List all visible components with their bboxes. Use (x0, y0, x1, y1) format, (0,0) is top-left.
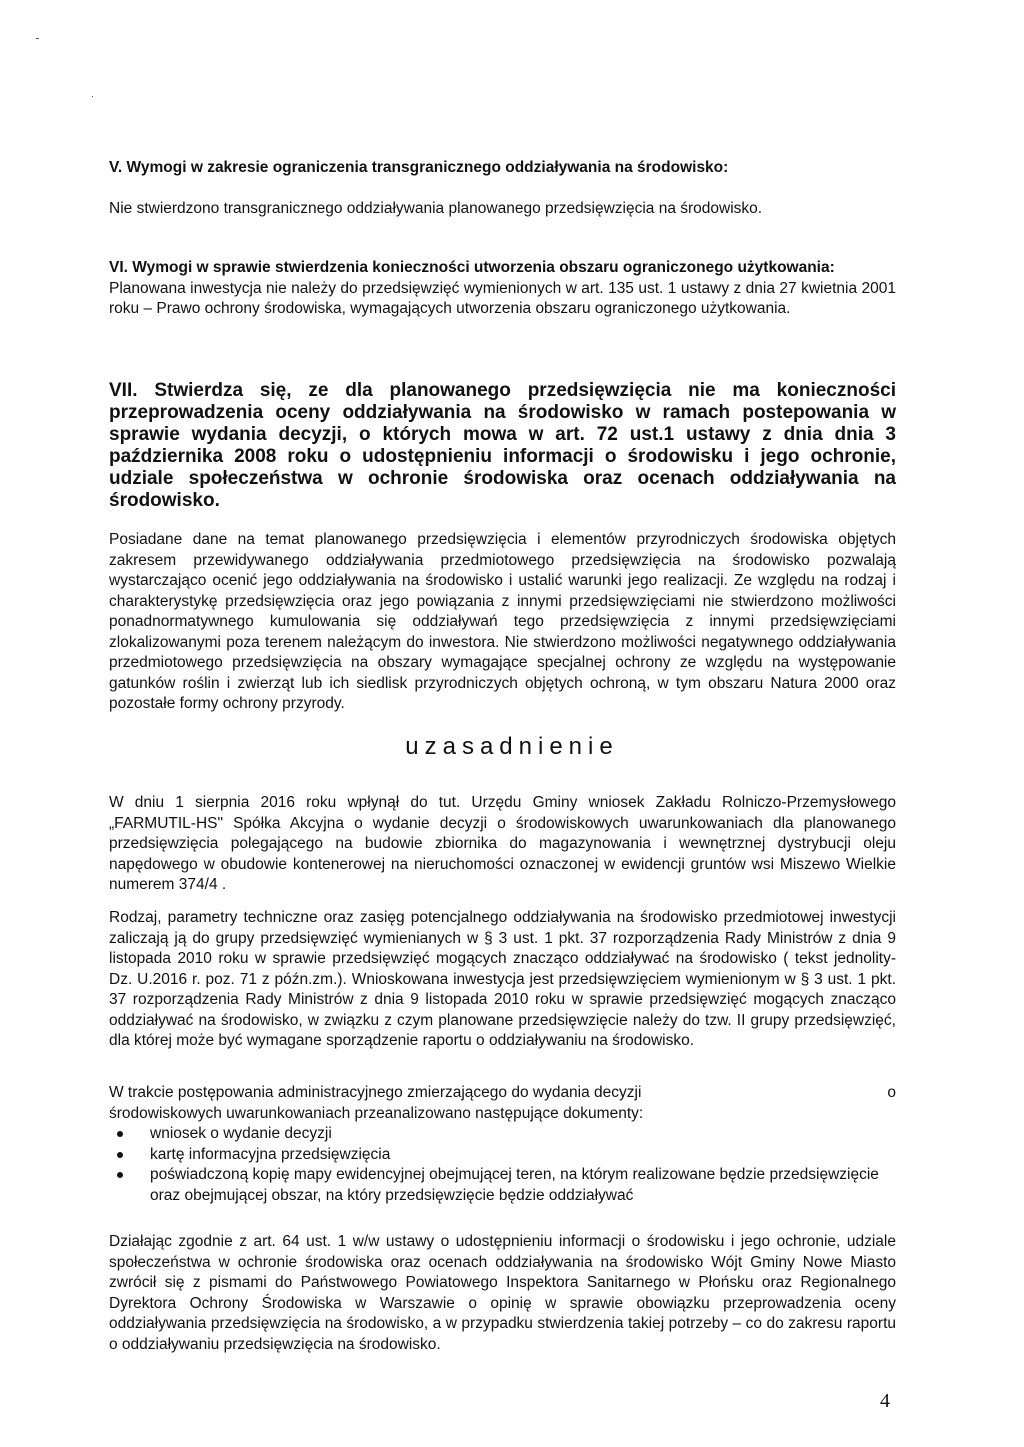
scan-mark (92, 96, 93, 97)
list-item (109, 1145, 896, 1166)
uzasadnienie-paragraph-2: Rodzaj, parametry techniczne oraz zasięg potencjalnego oddziaływania na środowisko przedmiotowej inwestycji zaliczają ją do grupy przedsięwzięć wymienianych w § 3 ust. 1 pkt. 37 rozporządzenia Rady Ministrów z dnia 9 listopada 2010 roku w sprawie przedsięwzięć mogących znacząco oddziaływać na środowisko ( tekst jednolity- Dz. U.2016 r. poz. 71 z późn.zm.). Wnioskowana inwestycja jest przedsięwzięciem wymienionym w § 3 ust. 1 pkt. 37 rozporządzenia Rady Ministrów z dnia 9 listopada 2010 roku w sprawie przedsięwzięć mogących znacząco oddziaływać na środowisko, w związku z czym planowane przedsięwzięcie należy do tzw. II grupy przedsięwzięć, dla której może być wymagane sporządzenie raportu o oddziaływaniu na środowisko. (109, 909, 896, 1049)
section-vii-heading: VII. Stwierdza się, ze dla planowanego przedsięwzięcia nie ma konieczności przeprowadzenia oceny oddziaływania na środowisko w ramach postepowania w sprawie wydania decyzji, o których mowa w art. 72 ust.1 ustawy z dnia dnia 3 października 2008 roku o udostępnieniu informacji o środowisku i jego ochronie, udziale społeczeństwa w ochronie środowiska oraz ocenach oddziaływania na środowisko. (109, 380, 896, 511)
list-item (109, 1165, 896, 1206)
uzasadnienie-p2-block (109, 908, 896, 1052)
uzasadnienie-p3-block (109, 1083, 896, 1206)
section-vii-body-block (109, 530, 896, 715)
scan-mark (36, 38, 39, 39)
uzasadnienie-title: uzasadnienie (405, 733, 619, 760)
section-v (109, 158, 896, 179)
bullet-icon (117, 1131, 123, 1137)
uzasadnienie-p3-line2: środowiskowych uwarunkowaniach przeanalizowano następujące dokumenty: (109, 1104, 644, 1122)
list-item (109, 1124, 896, 1145)
section-vi-body: Planowana inwestycja nie należy do przedsięwzięć wymienionych w art. 135 ust. 1 ustawy z dnia 27 kwietnia 2001 roku – Prawo ochrony środowiska, wymagających utworzenia obszaru ograniczonego użytkowania. (109, 279, 896, 317)
documents-list (109, 1124, 896, 1206)
uzasadnienie-p3-line1 (109, 1083, 896, 1104)
section-vi-heading: VI. Wymogi w sprawie stwierdzenia konieczności utworzenia obszaru ograniczonego użytkowania: (109, 259, 835, 276)
list-item-text: kartę informacyjna przedsięwzięcia (150, 1145, 391, 1163)
page-number: 4 (880, 1390, 890, 1412)
list-item-text: wniosek o wydanie decyzji (150, 1125, 332, 1142)
section-vii (109, 380, 896, 512)
uzasadnienie-p3-line1-left: W trakcie postępowania administracyjnego zmierzającego do wydania decyzji (109, 1084, 642, 1101)
section-vii-body: Posiadane dane na temat planowanego przedsięwzięcia i elementów przyrodniczych środowiska objętych zakresem przewidywanego oddziaływania przedmiotowego przedsięwzięcia na środowisko pozwalają wystarczająco ocenić jego oddziaływania na środowisko i ustalić warunki jego realizacji. Ze względu na rodzaj i charakterystykę przedsięwzięcia oraz jego powiązania z innymi przedsięwzięciami nie stwierdzono możliwości ponadnormatywnego kumulowania się oddziaływań tego przedsięwzięcia z innymi przedsięwzięciami zlokalizowanymi poza terenem należącym do inwestora. Nie stwierdzono możliwości negatywnego oddziaływania przedmiotowego przedsięwzięcia na obszary wymagające specjalnej ochrony ze względu na występowanie gatunków roślin i zwierząt lub ich siedlisk przyrodniczych objętych ochroną, w tym obszaru Natura 2000 oraz pozostałe formy ochrony przyrody. (109, 531, 896, 712)
section-vi (109, 258, 896, 320)
uzasadnienie-p4-block (109, 1232, 896, 1355)
section-v-heading: V. Wymogi w zakresie ograniczenia transgranicznego oddziaływania na środowisko: (109, 159, 729, 176)
list-item-text: poświadczoną kopię mapy ewidencyjnej obejmującej teren, na którym realizowane będzie przedsięwzięcie oraz obejmującej obszar, na który przedsięwzięcie będzie oddziaływać (150, 1166, 879, 1204)
bullet-icon (117, 1152, 123, 1158)
uzasadnienie-p1-block (109, 793, 896, 896)
bullet-icon (117, 1172, 123, 1178)
section-v-body-block (109, 199, 896, 220)
uzasadnienie-p3-line1-right: o (887, 1084, 896, 1101)
uzasadnienie-paragraph-1: W dniu 1 sierpnia 2016 roku wpłynął do tut. Urzędu Gminy wniosek Zakładu Rolniczo-Przemysłowego „FARMUTIL-HS" Spółka Akcyjna o wydanie decyzji o środowiskowych uwarunkowaniach dla planowanego przedsięwzięcia polegającego na budowie zbiornika do magazynowania i wewnętrznej dystrybucji oleju napędowego w obudowie kontenerowej na nieruchomości oznaczonej w ewidencji gruntów wsi Miszewo Wielkie numerem 374/4 . (109, 794, 896, 893)
uzasadnienie-paragraph-4: Działając zgodnie z art. 64 ust. 1 w/w ustawy o udostępnieniu informacji o środowisku i jego ochronie, udziale społeczeństwa w ochronie środowiska oraz ocenach oddziaływania na środowisko Wójt Gminy Nowe Miasto zwrócił się z pismami do Państwowego Powiatowego Inspektora Sanitarnego w Płońsku oraz Regionalnego Dyrektora Ochrony Środowiska w Warszawie o opinię w sprawie obowiązku przeprowadzenia oceny oddziaływania przedsięwzięcia na środowisko, a w przypadku stwierdzenia takiej potrzeby – co do zakresu raportu o oddziaływaniu przedsięwzięcia na środowisko. (109, 1233, 896, 1353)
section-v-body: Nie stwierdzono transgranicznego oddziaływania planowanego przedsięwzięcia na środowisko. (109, 200, 763, 217)
